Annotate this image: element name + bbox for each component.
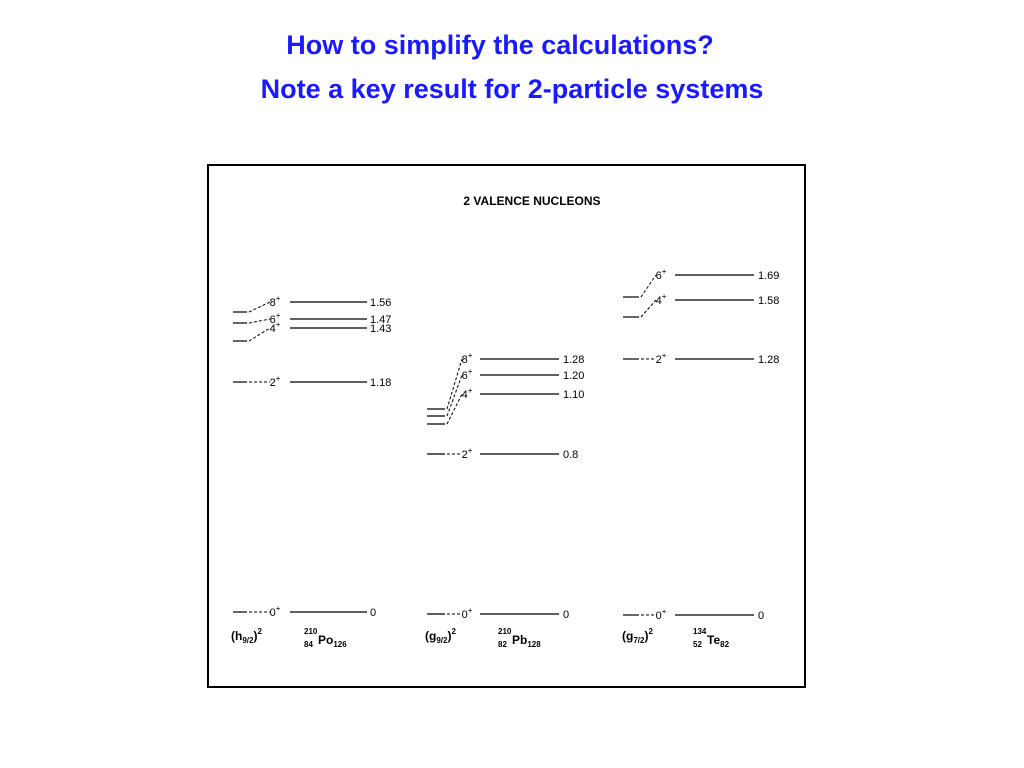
nucleus-label: 210 — [498, 627, 512, 636]
spin-parity-label: 4+ — [655, 292, 667, 307]
slide-title-line-2: Note a key result for 2-particle systems — [260, 74, 764, 104]
energy-value: 1.47 — [370, 314, 392, 326]
spin-parity-label: 6+ — [269, 311, 281, 326]
spin-parity-label: 6+ — [461, 367, 473, 382]
level-scheme-svg — [209, 166, 804, 686]
nucleus-symbol: $Pb_{128}$ — [512, 633, 541, 649]
energy-value: 0.8 — [563, 449, 579, 461]
energy-value: 1.20 — [563, 370, 585, 382]
level-connector — [249, 328, 270, 341]
spin-parity-label: 4+ — [269, 320, 281, 335]
spin-parity-label: 2+ — [461, 446, 473, 461]
nucleus-Z: 84 — [304, 640, 313, 649]
slide-title-line-1: How to simplify the calculations? — [286, 30, 714, 60]
energy-value: 1.18 — [370, 377, 392, 389]
spin-parity-label: 0+ — [461, 606, 473, 621]
panel-1 — [425, 351, 584, 649]
spin-parity-label: 0+ — [269, 604, 281, 619]
energy-value: 1.58 — [758, 295, 780, 307]
energy-value: 1.69 — [758, 270, 780, 282]
configuration-label: $(g_{9/2})^2$ — [425, 627, 456, 645]
spin-parity-label: 8+ — [461, 351, 473, 366]
nucleus-label: 210 — [304, 627, 318, 636]
nucleus-symbol: $Te_{82}$ — [707, 633, 730, 649]
energy-value: 0 — [758, 610, 765, 622]
energy-value: 1.10 — [563, 389, 585, 401]
level-connector — [447, 359, 462, 409]
nucleus-Z: 82 — [498, 640, 507, 649]
spin-parity-label: 4+ — [461, 386, 473, 401]
level-connector — [249, 319, 270, 323]
configuration-label: $(h_{9/2})^2$ — [231, 627, 262, 645]
spin-parity-label: 2+ — [269, 374, 281, 389]
panel-2 — [622, 267, 779, 649]
figure-heading: 2 VALENCE NUCLEONS — [463, 194, 601, 208]
energy-value: 1.28 — [758, 354, 780, 366]
level-connector — [641, 275, 656, 297]
level-scheme-figure — [207, 164, 806, 688]
energy-value: 0 — [563, 609, 570, 621]
level-connector — [249, 302, 270, 312]
energy-value: 1.43 — [370, 323, 392, 335]
spin-parity-label: 2+ — [655, 351, 667, 366]
spin-parity-label: 6+ — [655, 267, 667, 282]
nucleus-symbol: $Po_{126}$ — [318, 633, 347, 649]
panel-0 — [231, 294, 391, 649]
energy-value: 1.28 — [563, 354, 585, 366]
configuration-label: $(g_{7/2})^2$ — [622, 627, 653, 645]
energy-value: 1.56 — [370, 297, 392, 309]
energy-value: 0 — [370, 607, 377, 619]
spin-parity-label: 0+ — [655, 607, 667, 622]
nucleus-Z: 52 — [693, 640, 702, 649]
nucleus-label: 134 — [693, 627, 707, 636]
spin-parity-label: 8+ — [269, 294, 281, 309]
level-connector — [641, 300, 656, 317]
